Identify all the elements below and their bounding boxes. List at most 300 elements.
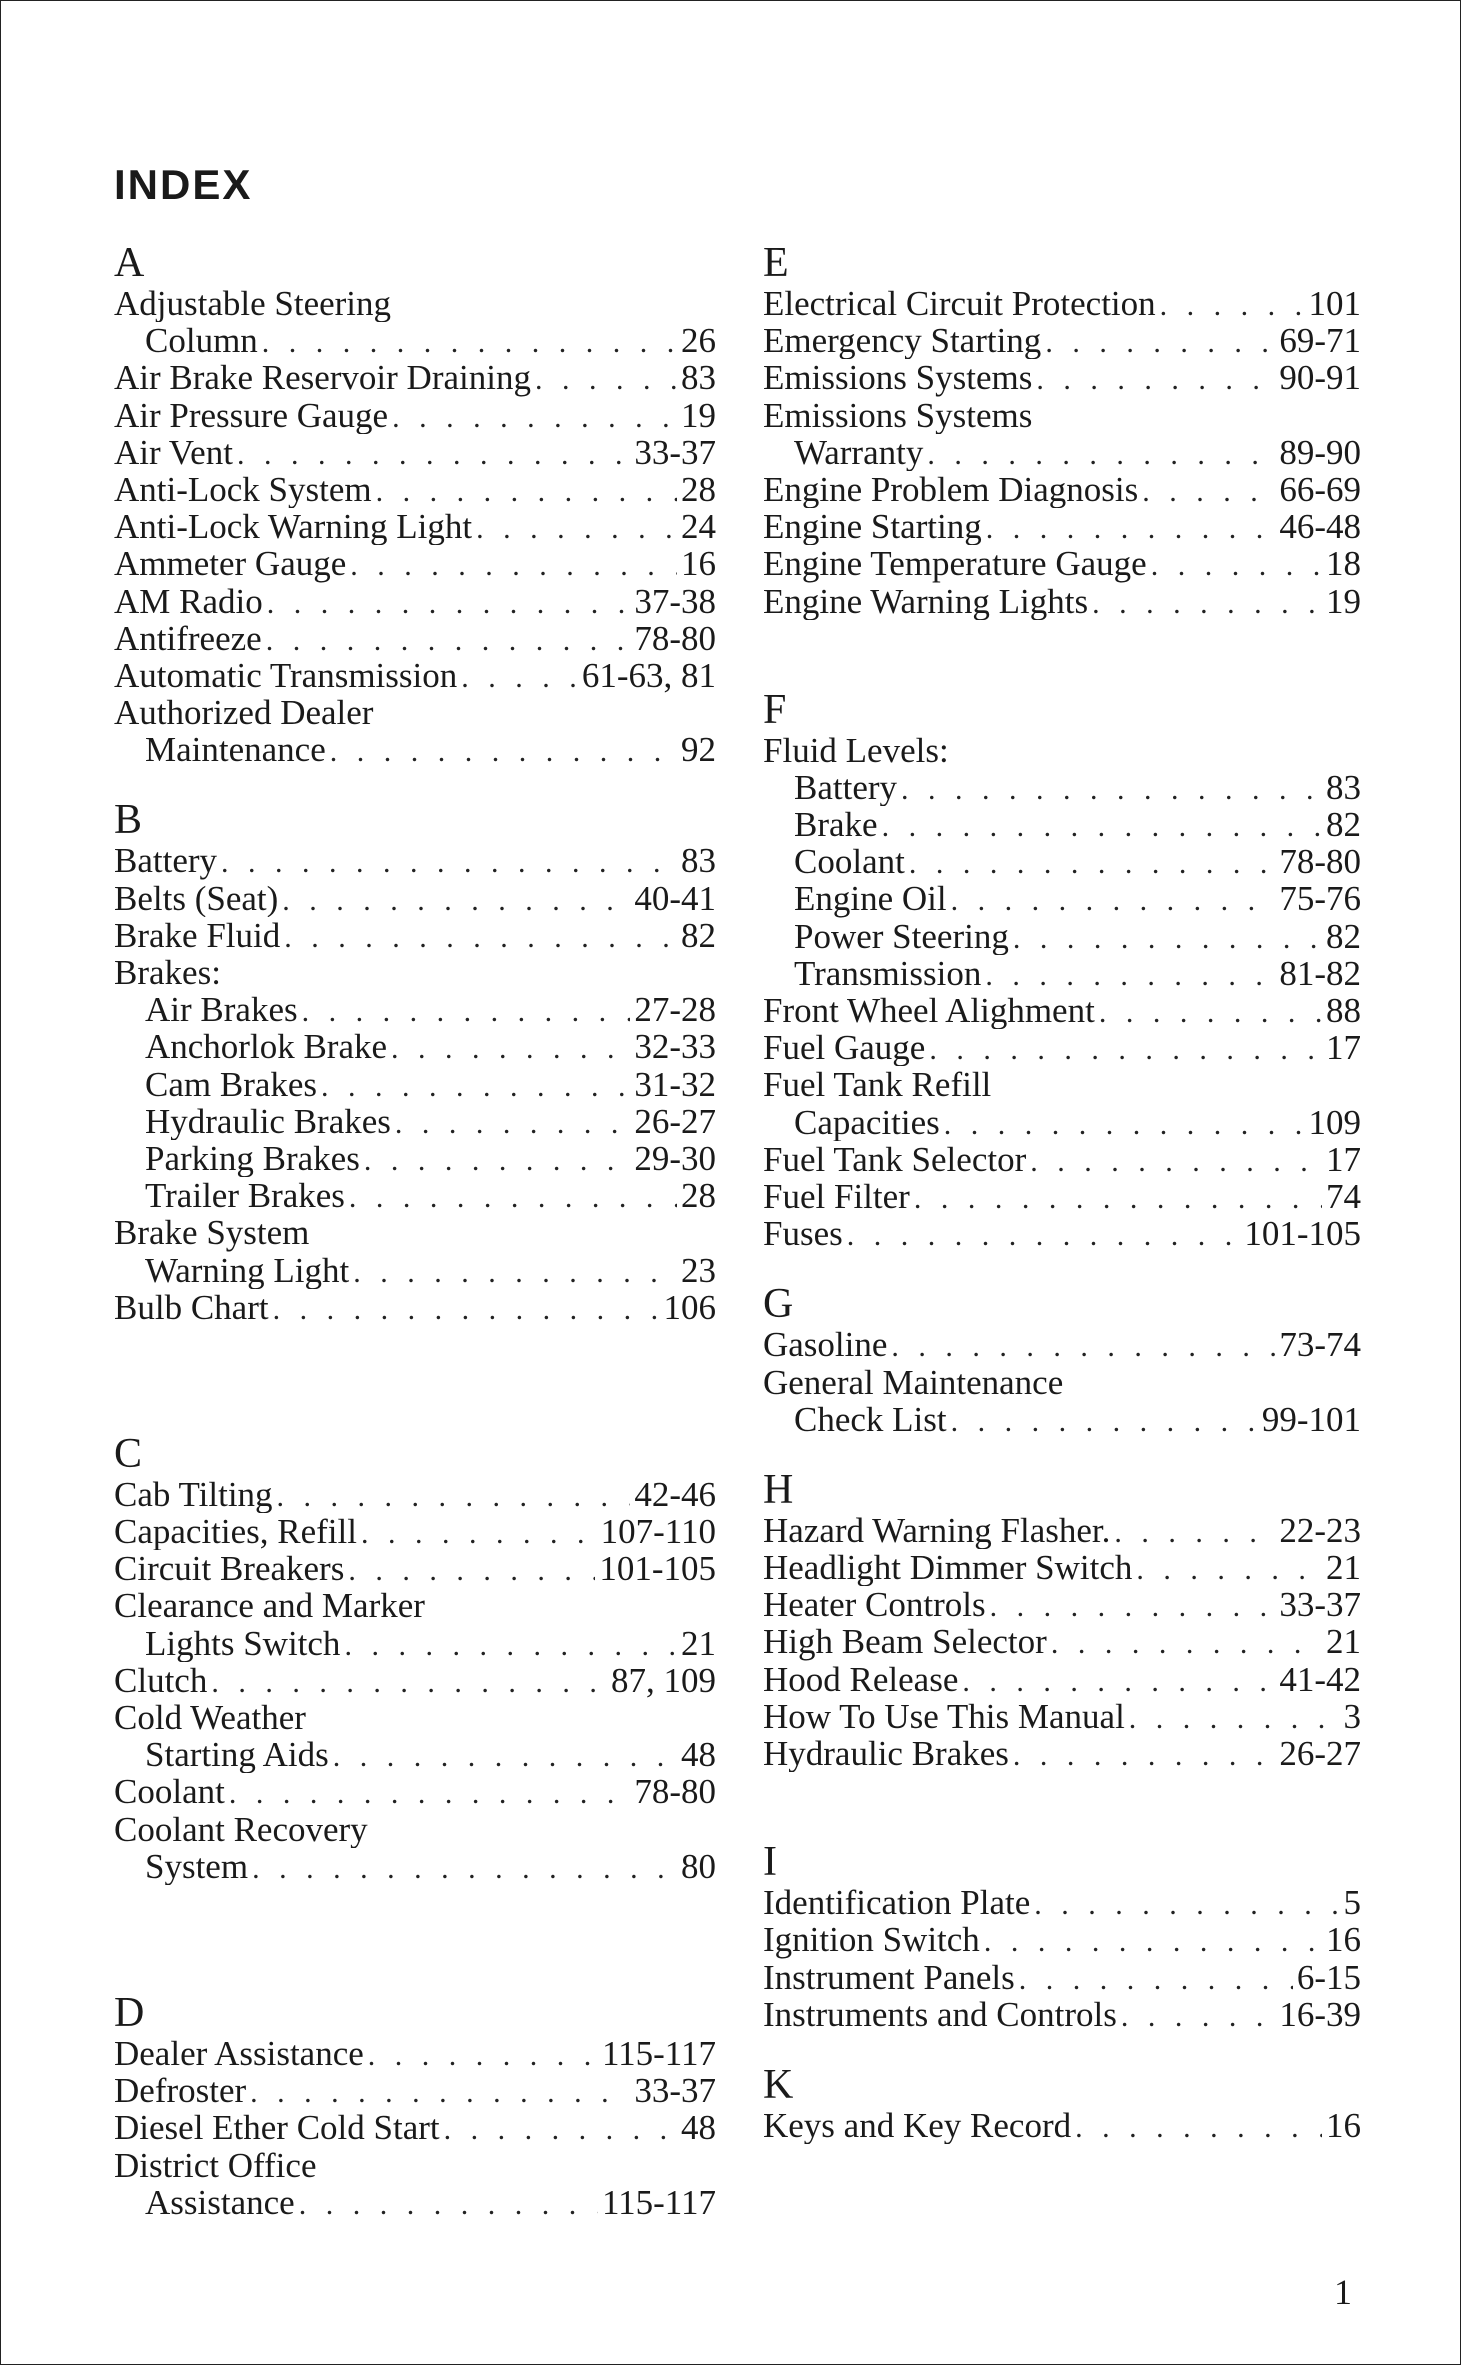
- dot-leader: [1051, 1625, 1322, 1660]
- entry-page: 106: [663, 1288, 716, 1326]
- dot-leader: [349, 1179, 677, 1214]
- entry-page: 82: [1326, 806, 1361, 844]
- entry-page: 21: [1326, 1549, 1361, 1587]
- entry-page: 42-46: [634, 1475, 716, 1514]
- page-title: INDEX: [114, 161, 253, 208]
- dot-leader: [1045, 324, 1275, 359]
- entry-label: Hazard Warning Flasher.: [763, 1511, 1111, 1550]
- index-entry: [114, 1736, 716, 1773]
- section-letter: K: [763, 2061, 794, 2108]
- entry-label: Air Brakes: [145, 991, 298, 1029]
- entry-label: Fuel Gauge: [763, 1029, 926, 1067]
- index-entry: [763, 1884, 1361, 1921]
- index-section-a: [114, 241, 716, 768]
- index-entry: [114, 1140, 716, 1177]
- dot-leader: [1019, 1961, 1293, 1996]
- entry-label: Lights Switch: [145, 1624, 341, 1662]
- dot-leader: [986, 510, 1276, 545]
- dot-leader: [1136, 1551, 1322, 1586]
- index-entry: [114, 1177, 716, 1214]
- dot-leader: [1075, 2109, 1322, 2144]
- entry-label: Adjustable Steering: [114, 285, 392, 323]
- section-letter: H: [763, 1466, 794, 1513]
- entry-page: 37-38: [634, 582, 716, 620]
- dot-leader: [361, 1515, 597, 1550]
- section-letter: C: [114, 1430, 143, 1477]
- section-letter: F: [763, 686, 787, 733]
- index-entry: [763, 508, 1361, 545]
- entry-page: 109: [1308, 1103, 1361, 1141]
- entry-label: Engine Oil: [794, 880, 947, 918]
- entry-page: 26-27: [634, 1102, 716, 1140]
- index-entry: [114, 1662, 716, 1699]
- entry-label: Battery: [794, 768, 898, 807]
- entry-label: Antifreeze: [114, 619, 262, 657]
- entry-label: Hydraulic Brakes: [763, 1735, 1009, 1773]
- entry-page: 74: [1326, 1177, 1361, 1216]
- index-entry: [114, 1289, 716, 1326]
- dot-leader: [299, 2186, 598, 2221]
- index-entry: [763, 397, 1361, 434]
- section-letter: E: [763, 240, 789, 286]
- index-entry: [114, 842, 716, 879]
- entry-label: Automatic Transmission: [114, 656, 458, 695]
- dot-leader: [229, 1775, 631, 1810]
- entry-page: 107-110: [600, 1513, 716, 1551]
- entry-label: Battery: [114, 842, 218, 880]
- index-entry: [114, 1066, 716, 1103]
- dot-leader: [321, 1068, 630, 1103]
- dot-leader: [847, 1217, 1241, 1252]
- entry-page: 27-28: [634, 991, 716, 1029]
- dot-leader: [951, 1403, 1258, 1438]
- index-entry: [763, 918, 1361, 955]
- index-entry: [114, 1028, 716, 1065]
- index-entry: [114, 1513, 716, 1550]
- index-entry: [114, 471, 716, 508]
- index-entry: [114, 583, 716, 620]
- entry-page: 40-41: [634, 879, 716, 917]
- entry-label: Assistance: [145, 2183, 295, 2221]
- index-entry: [763, 1029, 1361, 1066]
- dot-leader: [891, 1328, 1275, 1363]
- dot-leader: [344, 1627, 677, 1662]
- index-entry: [763, 1512, 1361, 1549]
- index-section-i: [763, 1840, 1361, 2033]
- index-entry: [114, 508, 716, 545]
- index-entry: [763, 1549, 1361, 1586]
- index-column-right: [763, 241, 1361, 2144]
- index-entry: [763, 359, 1361, 396]
- entry-label: Capacities, Refill: [114, 1513, 357, 1551]
- entry-label: Gasoline: [763, 1326, 888, 1364]
- dot-leader: [368, 2037, 598, 2072]
- entry-page: 17: [1326, 1140, 1361, 1178]
- entry-page: 78-80: [1279, 843, 1361, 881]
- entry-page: 115-117: [601, 2034, 716, 2073]
- section-letter: I: [763, 1839, 777, 1886]
- entry-page: 99-101: [1261, 1400, 1361, 1438]
- dot-leader: [927, 436, 1275, 471]
- index-entry: [114, 1811, 716, 1848]
- entry-page: 33-37: [634, 433, 716, 471]
- entry-label: Engine Warning Lights: [763, 582, 1089, 620]
- entry-page: 89-90: [1279, 433, 1361, 471]
- entry-page: 18: [1326, 545, 1361, 583]
- dot-leader: [985, 957, 1275, 992]
- entry-label: Emergency Starting: [763, 322, 1042, 360]
- index-entry: [763, 992, 1361, 1029]
- dot-leader: [1099, 994, 1322, 1029]
- entry-page: 80: [681, 1847, 716, 1885]
- dot-leader: [1030, 1143, 1322, 1178]
- index-entry: [114, 1252, 716, 1289]
- dot-leader: [1160, 287, 1305, 322]
- entry-label: Emissions Systems: [763, 396, 1033, 434]
- dot-leader: [1013, 920, 1322, 955]
- dot-leader: [364, 1142, 631, 1177]
- index-entry: [114, 657, 716, 694]
- dot-leader: [392, 399, 677, 434]
- entry-label: Anchorlok Brake: [145, 1028, 388, 1066]
- entry-label: Instruments and Controls: [763, 1995, 1117, 2033]
- index-entry: [114, 1848, 716, 1885]
- entry-page: 61-63, 81: [581, 656, 716, 695]
- index-section-k: [763, 2063, 1361, 2144]
- entry-label: High Beam Selector: [763, 1623, 1047, 1661]
- dot-leader: [476, 510, 677, 545]
- dot-leader: [990, 1588, 1276, 1623]
- dot-leader: [1114, 1514, 1275, 1549]
- dot-leader: [944, 1106, 1305, 1141]
- entry-label: Anti-Lock System: [114, 470, 372, 509]
- entry-label: Defroster: [114, 2072, 247, 2110]
- index-section-d: [114, 1991, 716, 2221]
- index-entry: [114, 2147, 716, 2184]
- entry-label: Air Brake Reservoir Draining: [114, 359, 531, 397]
- index-entry: [114, 1550, 716, 1587]
- dot-leader: [302, 993, 631, 1028]
- section-letter: G: [763, 1281, 794, 1328]
- dot-leader: [901, 771, 1322, 806]
- entry-label: Anti-Lock Warning Light: [114, 508, 473, 546]
- entry-page: 24: [681, 508, 716, 546]
- entry-label: Electrical Circuit Protection: [763, 285, 1156, 323]
- entry-label: AM Radio: [114, 582, 263, 620]
- entry-label: Hydraulic Brakes: [145, 1102, 391, 1140]
- entry-label: Coolant: [794, 843, 905, 881]
- index-entry: [763, 806, 1361, 843]
- index-entry: [114, 2109, 716, 2146]
- index-entry: [763, 1623, 1361, 1660]
- section-letter: B: [114, 797, 143, 844]
- dot-leader: [266, 622, 631, 657]
- entry-label: Bulb Chart: [114, 1288, 269, 1326]
- entry-page: 83: [1326, 768, 1361, 807]
- section-letter: A: [114, 240, 145, 286]
- entry-page: 31-32: [634, 1065, 716, 1103]
- dot-leader: [237, 436, 630, 471]
- index-entry: [763, 434, 1361, 471]
- dot-leader: [284, 919, 677, 954]
- entry-page: 3: [1343, 1697, 1361, 1735]
- entry-label: Column: [145, 322, 258, 360]
- index-entry: [763, 1178, 1361, 1215]
- entry-label: Transmission: [794, 954, 982, 992]
- entry-page: 78-80: [634, 619, 716, 657]
- entry-label: Heater Controls: [763, 1586, 986, 1624]
- entry-label: Belts (Seat): [114, 879, 279, 917]
- dot-leader: [1129, 1700, 1340, 1735]
- entry-page: 19: [1326, 582, 1361, 620]
- entry-page: 22-23: [1279, 1511, 1361, 1550]
- dot-leader: [267, 585, 631, 620]
- entry-page: 28: [681, 1177, 716, 1215]
- dot-leader: [252, 1850, 677, 1885]
- entry-label: Engine Starting: [763, 508, 982, 546]
- entry-label: Emissions Systems: [763, 359, 1033, 397]
- entry-label: Fuel Tank Selector: [763, 1140, 1027, 1178]
- entry-label: Trailer Brakes: [145, 1177, 345, 1215]
- entry-page: 66-69: [1279, 470, 1361, 509]
- entry-label: Starting Aids: [145, 1736, 329, 1774]
- entry-page: 48: [681, 2109, 716, 2147]
- dot-leader: [221, 844, 677, 879]
- entry-label: District Office: [114, 2146, 317, 2184]
- dot-leader: [1142, 473, 1275, 508]
- entry-page: 92: [681, 731, 716, 769]
- entry-label: Headlight Dimmer Switch: [763, 1549, 1133, 1587]
- entry-page: 5: [1343, 1884, 1361, 1922]
- entry-label: Capacities: [794, 1103, 940, 1141]
- dot-leader: [984, 1923, 1322, 1958]
- entry-page: 33-37: [634, 2072, 716, 2110]
- entry-label: Warranty: [794, 433, 924, 471]
- index-section-c: [114, 1432, 716, 1885]
- dot-leader: [461, 659, 578, 694]
- entry-page: 75-76: [1279, 880, 1361, 918]
- entry-label: Coolant Recovery: [114, 1810, 368, 1848]
- entry-label: Authorized Dealer: [114, 694, 374, 732]
- dot-leader: [262, 324, 677, 359]
- dot-leader: [914, 1180, 1322, 1215]
- index-entry: [763, 880, 1361, 917]
- index-entry: [763, 732, 1361, 769]
- dot-leader: [951, 882, 1276, 917]
- index-entry: [114, 545, 716, 582]
- index-entry: [763, 1996, 1361, 2033]
- dot-leader: [929, 1031, 1322, 1066]
- index-entry: [114, 1476, 716, 1513]
- index-entry: [114, 917, 716, 954]
- entry-label: Check List: [794, 1400, 947, 1438]
- entry-page: 23: [681, 1251, 716, 1289]
- index-entry: [114, 731, 716, 768]
- entry-page: 101-105: [599, 1550, 716, 1588]
- dot-leader: [330, 733, 677, 768]
- entry-page: 69-71: [1279, 322, 1361, 360]
- entry-page: 16: [681, 545, 716, 583]
- entry-label: Engine Problem Diagnosis: [763, 470, 1139, 509]
- entry-label: Maintenance: [145, 731, 326, 769]
- dot-leader: [282, 882, 630, 917]
- entry-label: Ignition Switch: [763, 1921, 980, 1959]
- index-entry: [114, 954, 716, 991]
- index-entry: [114, 620, 716, 657]
- entry-page: 48: [681, 1736, 716, 1774]
- index-entry: [114, 1625, 716, 1662]
- entry-label: Instrument Panels: [763, 1958, 1015, 1996]
- index-section-h: [763, 1468, 1361, 1772]
- entry-label: Ammeter Gauge: [114, 545, 347, 583]
- entry-page: 83: [681, 359, 716, 397]
- entry-label: Brake System: [114, 1214, 310, 1252]
- index-entry: [763, 1326, 1361, 1363]
- dot-leader: [1013, 1737, 1275, 1772]
- index-entry: [114, 1214, 716, 1251]
- index-entry: [114, 285, 716, 322]
- index-entry: [114, 2035, 716, 2072]
- entry-label: Clearance and Marker: [114, 1587, 425, 1625]
- index-entry: [114, 2184, 716, 2221]
- entry-label: System: [145, 1847, 249, 1885]
- dot-leader: [273, 1291, 660, 1326]
- dot-leader: [391, 1030, 630, 1065]
- entry-page: 19: [681, 396, 716, 434]
- dot-leader: [376, 473, 677, 508]
- dot-leader: [882, 808, 1322, 843]
- entry-page: 28: [681, 470, 716, 509]
- dot-leader: [277, 1478, 631, 1513]
- entry-label: Air Vent: [114, 433, 233, 471]
- entry-page: 17: [1326, 1029, 1361, 1067]
- entry-label: Coolant: [114, 1773, 225, 1811]
- entry-label: General Maintenance: [763, 1363, 1064, 1401]
- index-entry: [114, 434, 716, 471]
- dot-leader: [1151, 547, 1322, 582]
- index-entry: [114, 1773, 716, 1810]
- entry-label: Fluid Levels:: [763, 731, 949, 769]
- entry-page: 16: [1326, 2106, 1361, 2145]
- entry-page: 26-27: [1279, 1735, 1361, 1773]
- index-section-f: [763, 688, 1361, 1253]
- entry-page: 16: [1326, 1921, 1361, 1959]
- index-entry: [114, 1699, 716, 1736]
- entry-label: Air Pressure Gauge: [114, 396, 389, 434]
- entry-page: 101: [1308, 285, 1361, 323]
- index-entry: [763, 1698, 1361, 1735]
- index-entry: [763, 1141, 1361, 1178]
- index-section-g: [763, 1282, 1361, 1438]
- entry-label: Identification Plate: [763, 1884, 1031, 1922]
- index-entry: [763, 1104, 1361, 1141]
- section-letter: D: [114, 1989, 145, 2036]
- entry-label: Fuel Filter: [763, 1177, 910, 1216]
- entry-page: 81-82: [1279, 954, 1361, 992]
- index-entry: [114, 991, 716, 1028]
- entry-page: 26: [681, 322, 716, 360]
- dot-leader: [444, 2111, 677, 2146]
- index-entry: [763, 1586, 1361, 1623]
- entry-page: 46-48: [1279, 508, 1361, 546]
- entry-page: 16-39: [1279, 1995, 1361, 2033]
- dot-leader: [1121, 1998, 1275, 2033]
- entry-page: 115-117: [601, 2183, 716, 2221]
- index-entry: [763, 769, 1361, 806]
- entry-page: 78-80: [634, 1773, 716, 1811]
- dot-leader: [909, 845, 1276, 880]
- entry-page: 29-30: [634, 1139, 716, 1178]
- index-entry: [763, 471, 1361, 508]
- entry-label: Front Wheel Alighment: [763, 992, 1095, 1030]
- entry-label: Power Steering: [794, 917, 1009, 955]
- dot-leader: [962, 1663, 1275, 1698]
- index-section-b: [114, 798, 716, 1325]
- index-entry: [763, 1401, 1361, 1438]
- index-entry: [763, 285, 1361, 322]
- entry-page: 82: [681, 916, 716, 954]
- entry-label: Brake: [794, 806, 878, 844]
- entry-label: Engine Temperature Gauge: [763, 545, 1147, 583]
- index-entry: [763, 583, 1361, 620]
- entry-page: 41-42: [1279, 1660, 1361, 1698]
- entry-label: Cab Tilting: [114, 1475, 273, 1514]
- index-entry: [114, 322, 716, 359]
- dot-leader: [211, 1664, 607, 1699]
- entry-label: Warning Light: [145, 1251, 350, 1289]
- dot-leader: [1092, 585, 1322, 620]
- entry-label: Hood Release: [763, 1660, 959, 1698]
- entry-page: 6-15: [1296, 1958, 1361, 1996]
- index-entry: [763, 1066, 1361, 1103]
- index-entry: [763, 1921, 1361, 1958]
- index-entry: [763, 322, 1361, 359]
- dot-leader: [348, 1552, 595, 1587]
- dot-leader: [350, 547, 677, 582]
- entry-label: Fuel Tank Refill: [763, 1066, 992, 1104]
- index-entry: [763, 1215, 1361, 1252]
- entry-label: Dealer Assistance: [114, 2034, 364, 2073]
- index-entry: [763, 1735, 1361, 1772]
- dot-leader: [1034, 1886, 1339, 1921]
- index-entry: [114, 880, 716, 917]
- entry-page: 21: [681, 1624, 716, 1662]
- entry-label: Clutch: [114, 1661, 208, 1699]
- entry-page: 82: [1326, 917, 1361, 955]
- entry-page: 88: [1326, 992, 1361, 1030]
- entry-page: 90-91: [1279, 359, 1361, 397]
- index-entry: [114, 1587, 716, 1624]
- index-entry: [114, 397, 716, 434]
- entry-label: Circuit Breakers: [114, 1550, 345, 1588]
- entry-page: 101-105: [1244, 1215, 1361, 1253]
- index-section-e: [763, 241, 1361, 620]
- index-entry: [763, 1959, 1361, 1996]
- dot-leader: [1036, 361, 1275, 396]
- entry-label: Fuses: [763, 1215, 843, 1253]
- dot-leader: [535, 361, 677, 396]
- entry-label: Keys and Key Record: [763, 2106, 1072, 2145]
- entry-page: 73-74: [1279, 1326, 1361, 1364]
- entry-label: Diesel Ether Cold Start: [114, 2109, 440, 2147]
- page-number: 1: [1334, 2272, 1352, 2312]
- index-entry: [114, 359, 716, 396]
- entry-page: 33-37: [1279, 1586, 1361, 1624]
- entry-page: 87, 109: [611, 1661, 716, 1699]
- index-entry: [114, 1103, 716, 1140]
- entry-page: 83: [681, 842, 716, 880]
- index-entry: [763, 1661, 1361, 1698]
